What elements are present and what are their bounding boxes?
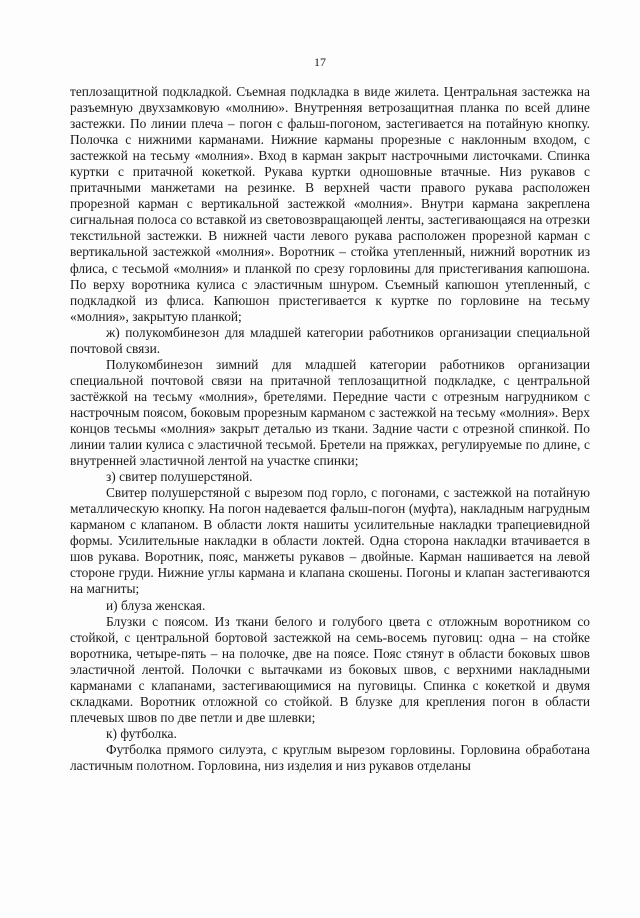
paragraph-item-k-heading: к) футболка. (106, 725, 177, 741)
paragraph-sweater-description: Свитер полушерстяной с вырезом под горло, с погонами, с застежкой на потайную металлическую кнопку. На погон надевается фальш-погон (муфта), накладным нагрудным карманом с клапаном. В области локтя нашиты усилительные накладки трапециевидной формы. Усилительные накладки в области локтей. Одна сторона накладки втачивается в шов рукава. Воротник, пояс, манжеты рукавов – двойные. Карман нашивается на левой стороне груди. Нижние углы кармана и клапана скошены. Погоны и клапан застегиваются на магниты; (70, 485, 590, 597)
page-number: 17 (314, 55, 326, 69)
paragraph-blouse-description: Блузки с поясом. Из ткани белого и голубого цвета с отложным воротником со стойкой, с центральной бортовой застежкой на семь-восемь пуговиц: одна – на стойке воротника, четыре-пять – на полочке, две на поясе. Пояс стянут в области боковых швов эластичной лентой. Полочки с вытачками из боковых швов, с верхними накладными карманами с клапанами, застегивающимися на пуговицы. Спинка с кокеткой и двумя складками. Воротник отложной со стойкой. В блузке для крепления погон в области плечевых швов по две петли и две шлевки; (70, 613, 590, 725)
paragraph-item-z-heading: з) свитер полушерстяной. (106, 469, 253, 485)
paragraph-tshirt-description: Футболка прямого силуэта, с круглым вырезом горловины. Горловина обработана ластичным полотном. Горловина, низ изделия и низ рукавов отделаны (70, 741, 590, 773)
paragraph-item-i-heading: и) блуза женская. (106, 597, 206, 613)
paragraph-overalls-description: Полукомбинезон зимний для младшей категории работников организации специальной почтовой связи на притачной теплозащитной подкладке, с центральной застёжкой на тесьму «молния», бретелями. Передние части с отрезным нагрудником с настрочным поясом, боковым прорезным карманом с застежкой на тесьму «молния». Верх концов тесьмы «молния» закрыт деталью из ткани. Задние части с отрезной спинкой. По линии талии кулиса с эластичной тесьмой. Бретели на пряжках, регулируемые по длине, с внутренней эластичной лентой на участке спинки; (70, 356, 590, 469)
paragraph-jacket-description: теплозащитной подкладкой. Съемная подкладка в виде жилета. Центральная застежка на разъемную двухзамковую «молнию». Внутренняя ветрозащитная планка по всей длине застежки. По линии плеча – погон с фальш-погоном, застегивается на потайную кнопку. Полочка с нижними карманами. Нижние карманы прорезные с наклонным входом, с застежкой на тесьму «молния». Вход в карман закрыт настрочными листочками. Спинка куртки с притачной кокеткой. Рукава куртки одношовные втачные. Низ рукавов с притачными манжетами на резинке. В верхней части правого рукава расположен прорезной карман с вертикальной застежкой «молния». Внутри кармана закреплена сигнальная полоса со вставкой из световозвращающей ленты, застегивающаяся на отрезки текстильной застежки. В нижней части левого рукава расположен прорезной карман с вертикальной застежкой «молния». Воротник – стойка утепленный, нижний воротник из флиса, с тесьмой «молния» и планкой по срезу горловины для пристегивания капюшона. По верху воротника кулиса с эластичным шнуром. Съемный капюшон утепленный, с подкладкой из флиса. Капюшон пристегивается к куртке по горловине на тесьму «молния», закрытую планкой; (70, 84, 590, 324)
document-body (70, 84, 590, 774)
paragraph-item-zh-heading: ж) полукомбинезон для младшей категории работников организации специальной почтовой связи. (70, 324, 590, 356)
